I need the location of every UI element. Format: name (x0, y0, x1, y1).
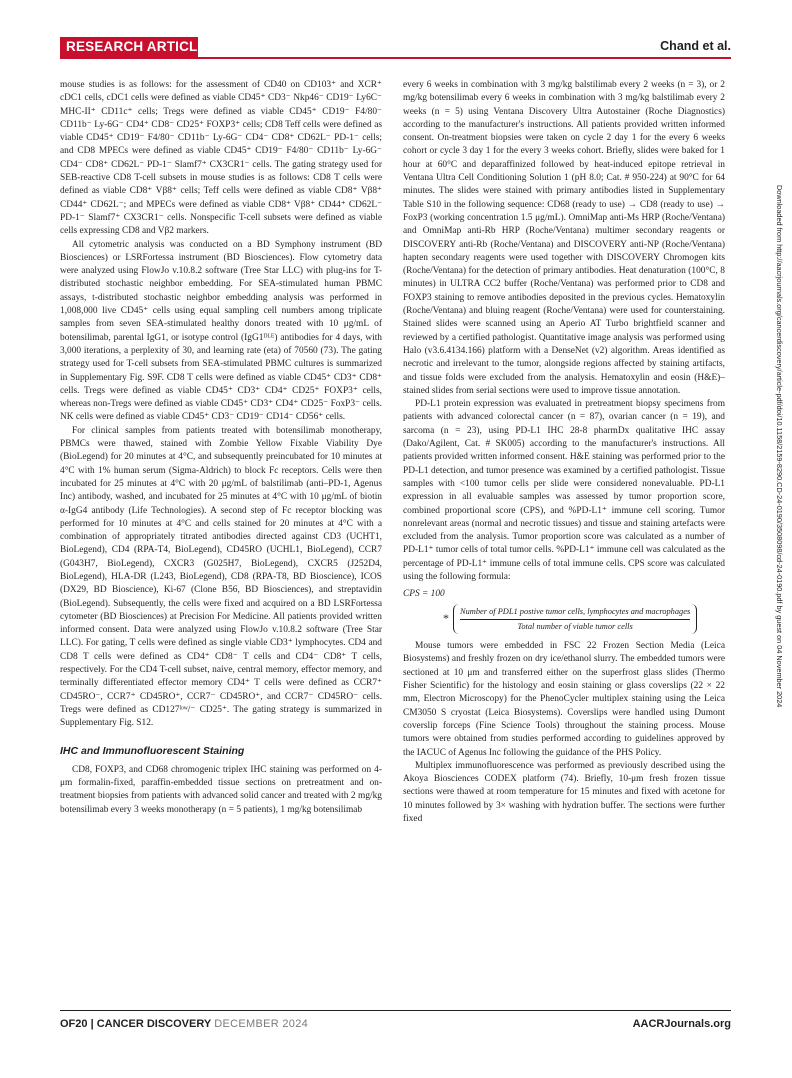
formula (443, 604, 725, 635)
running-head-authors: Chand et al. (660, 39, 731, 53)
header-rule (198, 57, 731, 59)
formula-lhs: CPS = 100 (403, 589, 445, 600)
formula-denominator: Total number of viable tumor cells (517, 621, 633, 631)
section-label: RESEARCH ARTICLE (66, 39, 207, 54)
download-watermark-text: Downloaded from http://aacrjournals.org/cancerdiscovery/article-pdf/doi/10.1158/2159-8290.CD-24-0190/3508098/cd-24-0190.pdf by guest on 04 November 2024 (775, 185, 784, 708)
left-column (60, 79, 382, 817)
formula-fraction (453, 604, 697, 635)
paragraph: All cytometric analysis was conducted on a BD Symphony instrument (BD Biosciences) or LSRFortessa instrument (BD Biosciences). Flow cytometry data were analyzed using FlowJo v.10.8.2 software (Tree Star LLC) with plug-ins for T-distributed stochastic neighbor embedding. For SEA-stimulated human PBMC assays, t-distributed stochastic neighbor embedding analysis was performed in 1,008,000 live CD45⁺ cells using equal sampling cell numbers among triplicate samples from seven SEA-stimulated healthy donors treated with 10 μg/mL of botensilimab, parental IgG1, or isotype control (IgG1ᴰᴸᴱ) antibodies for 4 days, with 3,000 iterations, a perplexity of 30, and learning rate (eta) of 70560 (73). The gating strategy used for T-cell subsets from SEA-stimulated PBMC cultures is summarized in Supplementary Fig. S9F. CD8 T cells were defined as viable CD45⁺ CD3⁺ CD8⁺ cells. Tregs were defined as viable CD45⁺ CD3⁺ CD4⁺ CD25⁺ FOXP3⁺ cells, whereas non-Tregs were defined as viable CD45⁺ CD3⁺ CD4⁺ CD25⁻ FoxP3⁻ cells. NK cells were defined as viable CD45⁺ CD3⁻ CD19⁻ CD14⁻ CD56⁺ cells. (60, 239, 382, 423)
paragraph: CD8, FOXP3, and CD68 chromogenic triplex IHC staining was performed on 4-μm formalin-fixed, paraffin-embedded tissue sections on pretreatment and on-treatment biopsies from patients with advanced solid cancer and treated with 2 mg/kg botensilimab every 3 weeks monotherapy (n = 5 patients), 1 mg/kg botensilimab (60, 764, 382, 815)
right-column (403, 79, 725, 826)
paragraph: mouse studies is as follows: for the assessment of CD40 on CD103⁺ and XCR⁺ cDC1 cells, cDC1 cells were defined as viable CD45⁺ CD3⁻ Nkp46⁻ CD19⁻ Ly6C⁻ MHC-II⁺ CD11c⁺ cells; Tregs were defined as viable CD45⁺ CD19⁻ F4/80⁻ CD11b⁻ Ly-6G⁻ CD4⁺ CD8⁻ CD25⁺ FOXP3⁺ cells; CD8 Teff cells were defined as viable CD45⁺ CD19⁻ F4/80⁻ CD11b⁻ Ly-6G⁻ CD4⁻ CD8⁺ CD62L⁻ PD-1⁻ cells; and CD8 MPECs were defined as viable CD45⁺ CD19⁻ F4/80⁻ CD11b⁻ Ly-6G⁻ CD4⁻ CD8⁺ CD62L⁻ PD-1⁻ Slamf7⁺ CX3CR1⁻ cells. The gating strategy used for SEB-reactive CD8 T-cell subsets in mouse studies is as follows: CD8 T cells were defined as viable CD8⁺ Vβ8⁺ cells; Teff cells were defined as viable CD8⁺ Vβ8⁺ CD44⁺ CD62L⁻; and MPECs were defined as viable CD8⁺ Vβ8⁺ CD44⁺ CD62L⁻ PD-1⁻ Slamf7⁺ CX3CR1⁻ cells. Nonspecific T-cell subsets were defined as viable cells expressing CD8 and Vβ2 markers. (60, 80, 382, 237)
paragraph: Mouse tumors were embedded in FSC 22 Frozen Section Media (Leica Biosystems) and freshly frozen on dry ice/ethanol slurry. The embedded tumors were sectioned at 10 μm and transferred either on the superfrost glass slides (Thermo Fisher Scientific) for the histology and eosin staining or glass coverslips (22 × 22 mm, Electron Microscopy) for the PhenoCycler multiplex staining using the Leica CM3050 S cryostat (Leica Biosystems). Coverslips were handled using Dumont coverslip forceps (Fine Science Tools) throughout the staining process. Mouse tumors were obtained from studies performed according to guidelines approved by the IACUC of Agenus Inc following the guidance of the PHS Policy. (403, 641, 725, 758)
paragraph: PD-L1 protein expression was evaluated in pretreatment biopsy specimens from patients with advanced colorectal cancer (n = 87), ovarian cancer (n = 19), and sarcoma (n = 23), using PD-L1 IHC 28-8 pharmDx qualitative IHC assay (Dako/Agilent, Cat. # SK005) according to the manufacturer's instructions. All patients provided written informed consent. H&E staining was performed prior to the PD-L1 detection, and tumor presence was examined by a certified pathologist. Tissue samples with <100 tumor cells per slide were considered nonevaluable. PD-L1 expression in all evaluable samples was assessed by tumor proportion score, combined proportional score (CPS), and %PD-L1⁺ immune cell scoring. Tumor nonrelevant areas (normal and necrotic tissues) and tissue and staining artefacts were excluded from the analysis. Tumor proportion score was calculated as a number of PD-L1⁺ tumor cells of total tumor cells. %PD-L1⁺ immune cell was calculated as the percentage of PD-L1⁺ immune cells of total immune cells. CPS score was calculated using the following formula: (403, 399, 725, 582)
footer-rule (60, 1010, 731, 1011)
section-heading: IHC and Immunofluorescent Staining (60, 744, 245, 757)
paragraph: For clinical samples from patients treated with botensilimab monotherapy, PBMCs were thawed, stained with Zombie Yellow Fixable Viability Dye (BioLegend) for 20 minutes at 4°C, and subsequently preincubated for 10 minutes at 4°C with 1% human serum (Sigma-Aldrich) to block Fc receptors. Cells were then incubated for 25 minutes at 4°C with 20 μg/mL of balstilimab (anti–PD-1, Agenus Inc) antibody, washed, and incubated for 25 minutes at 4°C with 10 μg/mL of biotin α-IgG4 antibody (Life Technologies). A second step of Fc receptor blocking was performed for 10 minutes at 4°C and cells stained for 20 minutes at 4°C with a combination of appropriately titrated antibodies directed against CD3 (UCHT1, BioLegend), CD4 (RPA-T4, BioLegend), CD45RO (UCHL1, BioLegend), CCR7 (G043H7, BioLegend), CXCR3 (G025H7, BioLegend), CXCR5 (J252D4, BioLegend), HLA-DR (L243, BioLegend), CD8 (RPA-T8, BD Bioscience), ICOS (DX29, BD Bioscience), Ki-67 (Clone B56, BD Biosciences), and streptavidin (BioLegend). Subsequently, the cells were fixed and acquired on a BD LSRFortessa cytometer (BD Biosciences) at Precision For Medicine. All patients provided written informed consent. Data were analyzed using FlowJo v.10.8.2 software (Tree Star LLC). For gating, T cells were defined as single viable CD3⁺ lymphocytes. CD4 and CD8 T cells were defined as CD4⁺ CD8⁻ T cells and CD4⁻ CD8⁺ T cells, respectively. For the CD4 T-cell subset, naive, central memory, effector memory, and terminally differentiated effector memory CD4⁺ T cells were defined as CCR7⁺ CD45RO⁻, CCR7⁺ CD45RO⁺, CCR7⁻ CD45RO⁺, and CCR7⁻ CD45RO⁻ cells. Tregs were defined as CD127ˡᵒʷ/⁻ CD25⁺. The gating strategy is summarized in Supplementary Fig. S12. (60, 425, 382, 729)
page-number: OF20 (60, 1018, 88, 1030)
journal-site: AACRJournals.org (632, 1018, 731, 1030)
issue-date: DECEMBER 2024 (214, 1018, 309, 1030)
formula-numerator: Number of PDL1 postive tumor cells, lymphocytes and macrophages (460, 605, 690, 620)
footer-separator: | (90, 1018, 94, 1030)
download-watermark (774, 185, 784, 835)
paragraph: Multiplex immunofluorescence was performed as previously described using the Akoya Biosciences CODEX platform (74). Briefly, 10-μm fresh frozen tissue sections were thawed at room temperature for 15 minutes and fixed with acetone for 10 minutes followed by 3× washing with hydration buffer. The sections were further fixed (403, 760, 725, 825)
formula-operator: * (443, 611, 449, 626)
footer-left (60, 1018, 308, 1030)
journal-name: CANCER DISCOVERY (96, 1018, 212, 1030)
paragraph: every 6 weeks in combination with 3 mg/kg balstilimab every 2 weeks (n = 3), or 2 mg/kg botensilimab every 6 weeks in combination with 3 mg/kg balstilimab every 2 weeks (n = 5) using Ventana Discovery Ultra Autostainer (Roche Diagnostics) according to the manufacturer's instructions. All patients provided written informed consent. On-treatment biopsies were taken on cycle 2 day 1 for the every 6 weeks cohort or cycle 3 day 1 for the every 3 weeks cohort. Briefly, slides were baked for 1 hour at 60°C and deparaffinized followed by heat-induced epitope retrieval in Ventana Ultra Cell Conditioning Solution 1 (pH 8.0; Cat. # 950-224) at 90°C for 64 minutes. The slides were stained with primary antibodies listed in Supplementary Table S10 in the following sequence: CD68 (ready to use) → CD8 (ready to use) → FoxP3 (working concentration 1.5 μg/mL). OmniMap anti-Ms HRP (Roche/Ventana) and OmniMap anti-Rb HRP (Roche/Ventana) multimer secondary reagents or DISCOVERY anti-Rb (Roche/Ventana) and DISCOVERY anti-NP (Roche/Ventana) hapten secondary reagents were used together with DISCOVERY Chromogen kits (Roche/Ventana) for the detection of primary antibodies. Heat denaturation (100°C, 8 minutes) in ULTRA CC2 buffer (Roche/Ventana) was performed prior to CD8 and FOXP3 staining to remove antibodies deposited in the previous cycles. Hematoxylin (Roche/Ventana) and bluing reagent (Roche/Ventana) were used for counterstaining. Stained slides were scanned using an Aperio AT Turbo brightfield scanner and reviewed by a certified pathologist. Quantitative image analysis was performed using Halo (v3.6.4134.166) platform with a DenseNet (v2) algorithm. Areas identified as necrotic and irrelevant to the tumor, alongside regions affected by staining artifacts, and tissue folds were excluded from the analysis. Hematoxylin and eosin (H&E)–stained slides from serial sections were used to improve tissue annotation. (403, 80, 725, 396)
